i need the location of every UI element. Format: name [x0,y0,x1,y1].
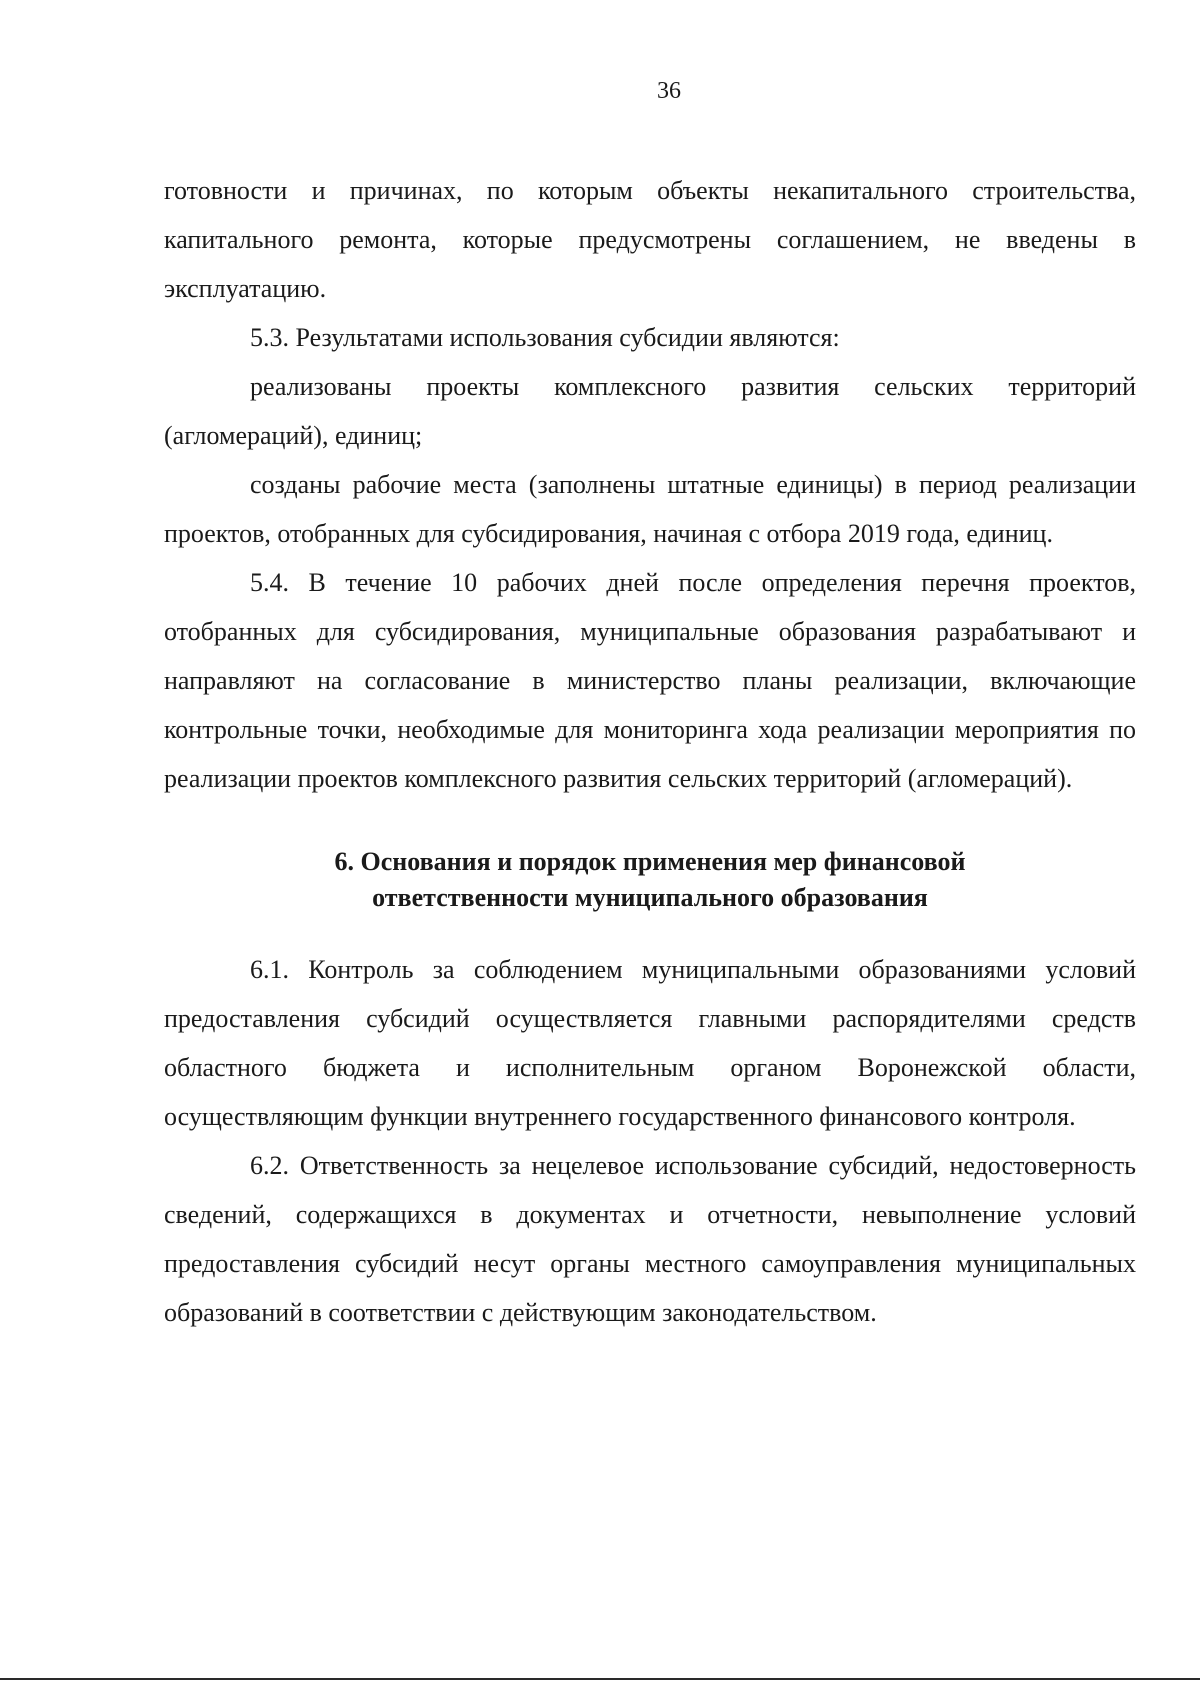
section-heading-line-2: ответственности муниципального образования [372,883,928,912]
paragraph-result-jobs: созданы рабочие места (заполнены штатные единицы) в период реализации проектов, отобранных для субсидирования, начиная с отбора 2019 года, единиц. [164,470,1136,548]
section-heading [164,844,1136,916]
document-body [164,166,1136,1337]
paragraph-5-3: 5.3. Результатами использования субсидии являются: [250,323,840,352]
section-heading-line-1: 6. Основания и порядок применения мер финансовой [334,847,966,876]
page-number: 36 [657,78,681,104]
paragraph-5-4: 5.4. В течение 10 рабочих дней после определения перечня проектов, отобранных для субсидирования, муниципальные образования разрабатывают и направляют на согласование в министерство планы реализации, включающие контрольные точки, необходимые для мониторинга хода реализации мероприятия по реализации проектов комплексного развития сельских территорий (агломераций). [164,568,1136,793]
paragraph-continuation: готовности и причинах, по которым объекты некапитального строительства, капитального ремонта, которые предусмотрены соглашением, не введены в эксплуатацию. [164,176,1136,303]
paragraph-6-2: 6.2. Ответственность за нецелевое использование субсидий, недостоверность сведений, содержащихся в документах и отчетности, невыполнение условий предоставления субсидий несут органы местного самоуправления муниципальных образований в соответствии с действующим законодательством. [164,1151,1136,1327]
paragraph-result-projects: реализованы проекты комплексного развития сельских территорий (агломераций), единиц; [164,372,1136,450]
paragraph-6-1: 6.1. Контроль за соблюдением муниципальными образованиями условий предоставления субсидий осуществляется главными распорядителями средств областного бюджета и исполнительным органом Воронежской области, осуществляющим функции внутреннего государственного финансового контроля. [164,955,1136,1131]
bottom-rule [0,1678,1200,1680]
